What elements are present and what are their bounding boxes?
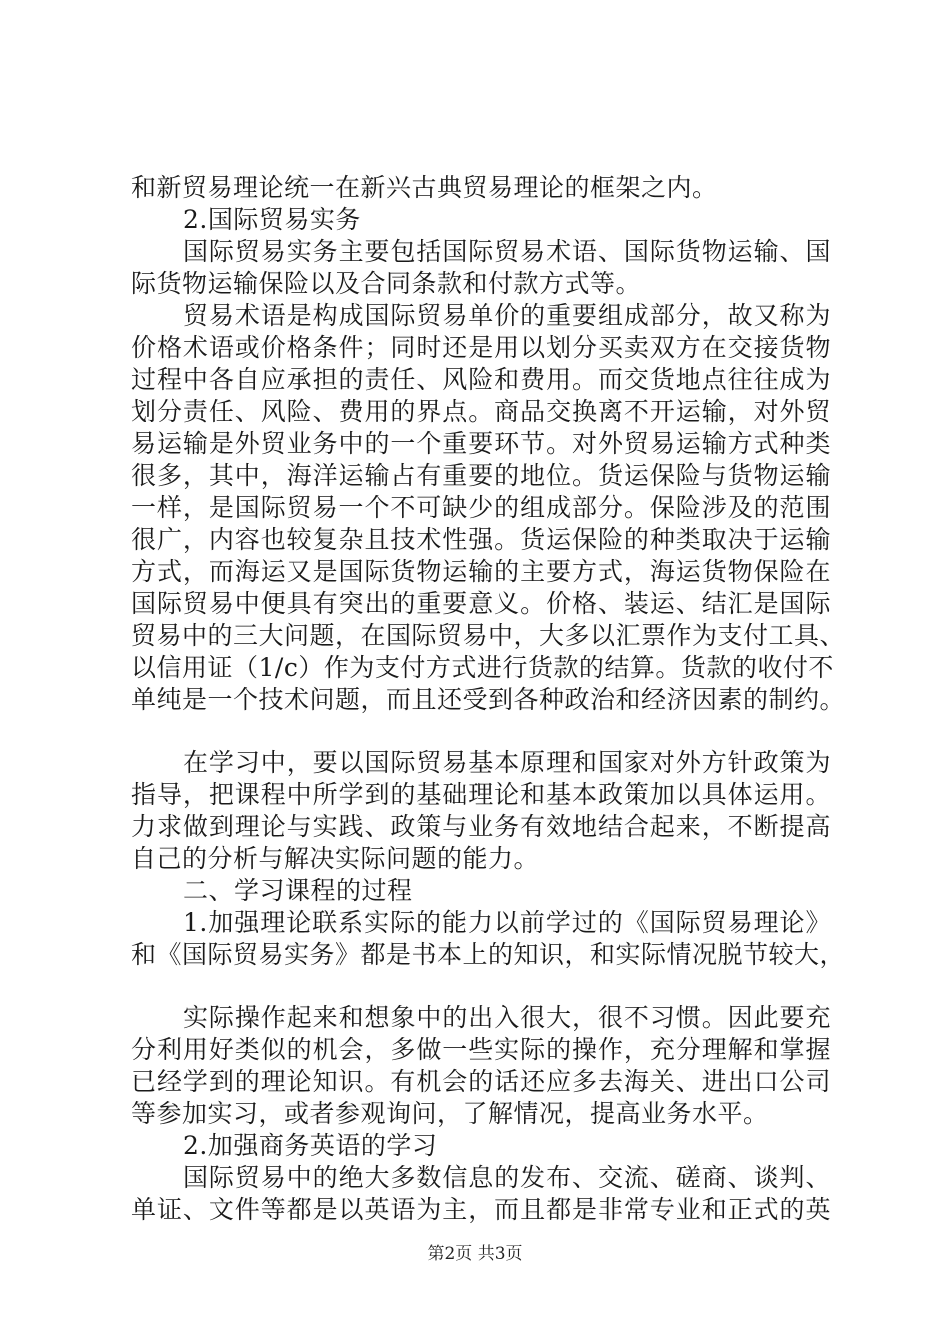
text-line: 1.加强理论联系实际的能力以前学过的《国际贸易理论》 <box>183 908 831 937</box>
text-line: 已经学到的理论知识。有机会的话还应多去海关、进出口公司 <box>131 1067 831 1096</box>
section-heading: 2.加强商务英语的学习 <box>183 1131 438 1160</box>
section-heading: 二、学习课程的过程 <box>183 876 413 905</box>
text-line: 和《国际贸易实务》都是书本上的知识，和实际情况脱节较大， <box>131 940 846 969</box>
paragraph-gap <box>131 716 831 747</box>
text-line: 国际贸易中便具有突出的重要意义。价格、装运、结汇是国际 <box>131 589 831 618</box>
text-line: 在学习中，要以国际贸易基本原理和国家对外方针政策为 <box>183 748 831 777</box>
text-line: 单纯是一个技术问题，而且还受到各种政治和经济因素的制约。 <box>131 685 846 714</box>
text-line: 划分责任、风险、费用的界点。商品交换离不开运输，对外贸 <box>131 397 831 426</box>
text-line: 单证、文件等都是以英语为主，而且都是非常专业和正式的英 <box>131 1195 831 1224</box>
text-line: 分利用好类似的机会，多做一些实际的操作，充分理解和掌握 <box>131 1035 831 1064</box>
text-line: 贸易中的三大问题，在国际贸易中，大多以汇票作为支付工具、 <box>131 621 846 650</box>
text-line: 方式，而海运又是国际货物运输的主要方式，海运货物保险在 <box>131 557 831 586</box>
text-line: 很广，内容也较复杂且技术性强。货运保险的种类取决于运输 <box>131 525 831 554</box>
text-line: 际货物运输保险以及合同条款和付款方式等。 <box>131 269 642 298</box>
text-line: 实际操作起来和想象中的出入很大，很不习惯。因此要充 <box>183 1003 831 1032</box>
page-number-footer: 第2页 共3页 <box>427 1244 523 1264</box>
text-line: 自己的分析与解决实际问题的能力。 <box>131 844 540 873</box>
text-line: 国际贸易中的绝大多数信息的发布、交流、磋商、谈判、 <box>183 1163 831 1192</box>
text-line: 贸易术语是构成国际贸易单价的重要组成部分，故又称为 <box>183 301 831 330</box>
text-line: 价格术语或价格条件；同时还是用以划分买卖双方在交接货物 <box>131 333 831 362</box>
text-line: 指导，把课程中所学到的基础理论和基本政策加以具体运用。 <box>131 780 831 809</box>
text-line: 以信用证（1/c）作为支付方式进行货款的结算。货款的收付不 <box>131 653 834 682</box>
document-body <box>131 172 846 1226</box>
text-line: 和新贸易理论统一在新兴古典贸易理论的框架之内。 <box>131 173 718 202</box>
text-line: 力求做到理论与实践、政策与业务有效地结合起来，不断提高 <box>131 812 831 841</box>
text-line: 过程中各自应承担的责任、风险和费用。而交货地点往往成为 <box>131 365 831 394</box>
text-line: 易运输是外贸业务中的一个重要环节。对外贸易运输方式种类 <box>131 429 831 458</box>
text-line: 一样，是国际贸易一个不可缺少的组成部分。保险涉及的范围 <box>131 493 831 522</box>
section-heading: 2.国际贸易实务 <box>183 205 361 234</box>
text-line: 国际贸易实务主要包括国际贸易术语、国际货物运输、国 <box>183 237 831 266</box>
text-line: 等参加实习，或者参观询问，了解情况，提高业务水平。 <box>131 1099 769 1128</box>
paragraph-gap <box>131 971 831 1002</box>
text-line: 很多，其中，海洋运输占有重要的地位。货运保险与货物运输 <box>131 461 831 490</box>
